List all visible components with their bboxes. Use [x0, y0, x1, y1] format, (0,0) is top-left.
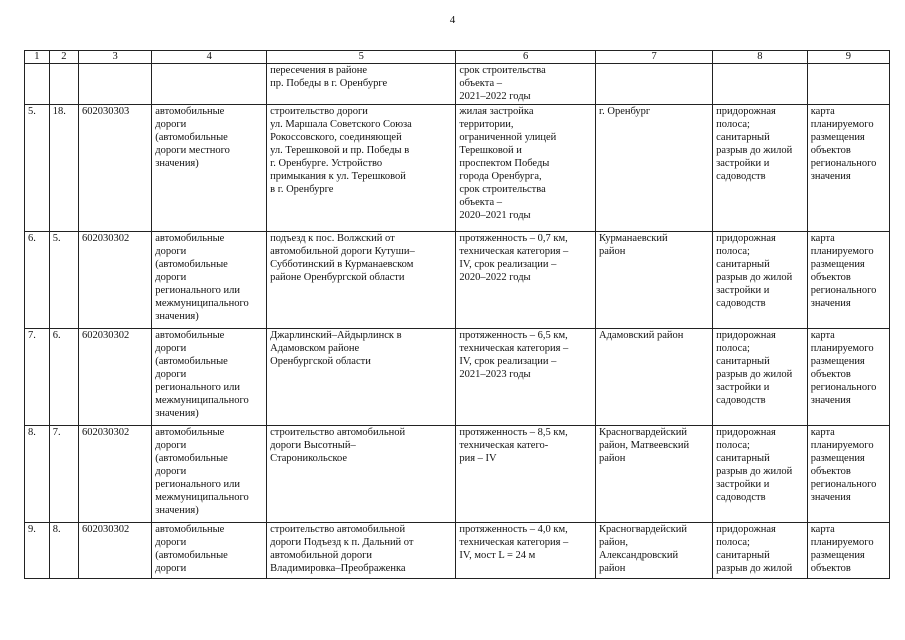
location-cell: Красногвардейский район, Александровский район	[596, 523, 713, 579]
row-number-cell: 9.	[25, 523, 50, 579]
object-type-cell: автомобильные дороги (автомобильные дороги регионального или межмуниципального значения)	[152, 329, 267, 426]
code-cell: 602030302	[79, 523, 152, 579]
characteristics-cell: протяженность – 6,5 км, техническая категория – IV, срок реализации – 2021–2023 годы	[456, 329, 596, 426]
header-cell: 5	[267, 51, 456, 64]
table-row	[25, 105, 890, 232]
location-cell: Курманаевский район	[596, 232, 713, 329]
characteristics-cell: срок строительства объекта – 2021–2022 годы	[456, 64, 596, 105]
header-cell: 9	[807, 51, 889, 64]
object-name-cell: пересечения в районе пр. Победы в г. Оренбурге	[267, 64, 456, 105]
row-number-cell: 8.	[25, 426, 50, 523]
header-cell: 2	[49, 51, 78, 64]
row-number-cell	[25, 64, 50, 105]
zone-cell: придорожная полоса; санитарный разрыв до жилой застройки и садоводств	[713, 329, 808, 426]
item-number-cell: 8.	[49, 523, 78, 579]
object-name-cell: строительство автомобильной дороги Высотный– Староникольское	[267, 426, 456, 523]
table-row	[25, 329, 890, 426]
object-name-cell: строительство дороги ул. Маршала Советского Союза Рокоссовского, соединяющей ул. Терешковой и пр. Победы в г. Оренбурге. Устройство примыкания к ул. Терешковой в г. Оренбурге	[267, 105, 456, 232]
item-number-cell: 6.	[49, 329, 78, 426]
characteristics-cell: жилая застройка территории, ограниченной улицей Терешковой и проспектом Победы города Оренбурга, срок строительства объекта – 2020–2021 годы	[456, 105, 596, 232]
object-type-cell: автомобильные дороги (автомобильные дороги регионального или межмуниципального значения)	[152, 426, 267, 523]
row-number-cell: 6.	[25, 232, 50, 329]
code-cell	[79, 64, 152, 105]
header-cell: 3	[79, 51, 152, 64]
characteristics-cell: протяженность – 8,5 км, техническая катего- рия – IV	[456, 426, 596, 523]
code-cell: 602030303	[79, 105, 152, 232]
header-cell: 1	[25, 51, 50, 64]
table-row	[25, 232, 890, 329]
header-cell: 4	[152, 51, 267, 64]
zone-cell	[713, 64, 808, 105]
header-cell: 7	[596, 51, 713, 64]
object-name-cell: Джарлинский–Айдырлинск в Адамовском районе Оренбургской области	[267, 329, 456, 426]
object-type-cell: автомобильные дороги (автомобильные дороги местного значения)	[152, 105, 267, 232]
map-cell: карта планируемого размещения объектов регионального значения	[807, 329, 889, 426]
location-cell: Адамовский район	[596, 329, 713, 426]
object-type-cell: автомобильные дороги (автомобильные дороги	[152, 523, 267, 579]
item-number-cell: 5.	[49, 232, 78, 329]
code-cell: 602030302	[79, 329, 152, 426]
table-row	[25, 426, 890, 523]
item-number-cell	[49, 64, 78, 105]
header-cell: 6	[456, 51, 596, 64]
object-type-cell: автомобильные дороги (автомобильные дороги регионального или межмуниципального значения)	[152, 232, 267, 329]
characteristics-cell: протяженность – 4,0 км, техническая категория – IV, мост L = 24 м	[456, 523, 596, 579]
code-cell: 602030302	[79, 426, 152, 523]
header-row	[25, 51, 890, 64]
zone-cell: придорожная полоса; санитарный разрыв до жилой застройки и садоводств	[713, 426, 808, 523]
item-number-cell: 18.	[49, 105, 78, 232]
map-cell: карта планируемого размещения объектов регионального значения	[807, 105, 889, 232]
location-cell: Красногвардейский район, Матвеевский район	[596, 426, 713, 523]
location-cell: г. Оренбург	[596, 105, 713, 232]
map-cell: карта планируемого размещения объектов	[807, 523, 889, 579]
table-row	[25, 523, 890, 579]
zone-cell: придорожная полоса; санитарный разрыв до жилой застройки и садоводств	[713, 105, 808, 232]
code-cell: 602030302	[79, 232, 152, 329]
object-type-cell	[152, 64, 267, 105]
object-name-cell: подъезд к пос. Волжский от автомобильной дороги Кутуши– Субботинский в Курманаевском районе Оренбургской области	[267, 232, 456, 329]
page-number: 4	[449, 14, 456, 26]
location-cell	[596, 64, 713, 105]
header-cell: 8	[713, 51, 808, 64]
row-number-cell: 5.	[25, 105, 50, 232]
map-cell	[807, 64, 889, 105]
object-name-cell: строительство автомобильной дороги Подъезд к п. Дальний от автомобильной дороги Владимировка–Преображенка	[267, 523, 456, 579]
item-number-cell: 7.	[49, 426, 78, 523]
characteristics-cell: протяженность – 0,7 км, техническая категория – IV, срок реализации – 2020–2022 годы	[456, 232, 596, 329]
map-cell: карта планируемого размещения объектов регионального значения	[807, 426, 889, 523]
map-cell: карта планируемого размещения объектов регионального значения	[807, 232, 889, 329]
row-number-cell: 7.	[25, 329, 50, 426]
objects-table	[24, 50, 890, 579]
table-row	[25, 64, 890, 105]
zone-cell: придорожная полоса; санитарный разрыв до жилой	[713, 523, 808, 579]
zone-cell: придорожная полоса; санитарный разрыв до жилой застройки и садоводств	[713, 232, 808, 329]
